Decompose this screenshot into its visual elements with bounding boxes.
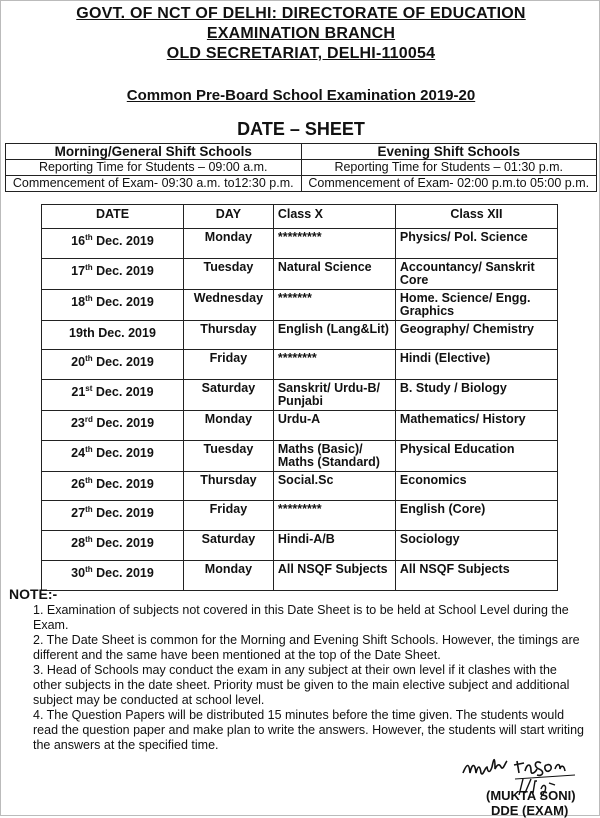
- cell-day: Saturday: [183, 380, 273, 411]
- date-month-year: Dec. 2019: [92, 506, 154, 521]
- date-sheet-title: DATE – SHEET: [237, 119, 365, 139]
- date-month-year: Dec. 2019: [92, 263, 154, 278]
- date-month-year: Dec. 2019: [92, 294, 154, 309]
- signatory-designation: DDE (EXAM): [491, 803, 569, 818]
- date-ordinal-suffix: th: [85, 475, 93, 485]
- cell-day: Monday: [183, 229, 273, 259]
- note-item: 4. The Question Papers will be distributed 15 minutes before the time given. The students would read the question paper and make plan to write the answers. However, the students will start writing the answers at the specified time.: [33, 708, 584, 752]
- date-ordinal-suffix: th: [85, 293, 93, 303]
- morning-commencement: Commencement of Exam- 09:30 a.m. to12:30 p.m.: [6, 176, 302, 192]
- header-line-1: GOVT. OF NCT OF DELHI: DIRECTORATE OF EDUCATION: [76, 5, 526, 22]
- cell-class-x: Natural Science: [273, 258, 395, 289]
- cell-class-xii: Accountancy/ Sanskrit Core: [395, 258, 557, 289]
- table-row: [42, 471, 558, 501]
- note-item: 1. Examination of subjects not covered in this Date Sheet is to be held at School Level during the Exam.: [33, 603, 569, 632]
- cell-date: [42, 320, 184, 350]
- table-row: [42, 411, 558, 441]
- date-day-number: 19th: [69, 325, 95, 340]
- date-day-number: 28: [71, 536, 86, 551]
- column-header-day: DAY: [183, 205, 273, 229]
- evening-shift-heading: Evening Shift Schools: [301, 144, 597, 160]
- cell-class-x: Urdu-A: [273, 411, 395, 441]
- date-ordinal-suffix: th: [85, 535, 93, 545]
- cell-day: Monday: [183, 411, 273, 441]
- header-line-3: OLD SECRETARIAT, DELHI-110054: [166, 45, 436, 62]
- cell-class-xii: Sociology: [395, 531, 557, 561]
- date-day-number: 21: [71, 385, 86, 400]
- commencement-row: [6, 176, 597, 192]
- table-row: [42, 320, 558, 350]
- date-month-year: Dec. 2019: [92, 476, 154, 491]
- date-ordinal-suffix: st: [85, 384, 93, 394]
- date-day-number: 16: [71, 234, 86, 249]
- date-month-year: Dec. 2019: [92, 416, 155, 431]
- note-item: 2. The Date Sheet is common for the Morning and Evening Shift Schools. However, the timings are different and the same have been mentioned at the top of the Date Sheet.: [33, 633, 580, 662]
- column-header-date: DATE: [42, 205, 184, 229]
- date-ordinal-suffix: th: [85, 505, 93, 515]
- table-row: [42, 380, 558, 411]
- cell-class-x: English (Lang&Lit): [273, 320, 395, 350]
- date-month-year: Dec. 2019: [94, 325, 156, 340]
- table-row: [42, 501, 558, 531]
- shift-heading-row: [6, 144, 597, 160]
- cell-class-xii: Geography/ Chemistry: [395, 320, 557, 350]
- column-header-class-x: Class X: [273, 205, 395, 229]
- header-line-2: EXAMINATION BRANCH: [206, 25, 396, 42]
- morning-reporting-time: Reporting Time for Students – 09:00 a.m.: [6, 160, 302, 176]
- date-day-number: 20: [71, 355, 86, 370]
- date-ordinal-suffix: th: [85, 233, 93, 242]
- date-ordinal-suffix: th: [85, 444, 93, 454]
- date-month-year: Dec. 2019: [92, 385, 154, 400]
- date-month-year: Dec. 2019: [92, 536, 154, 551]
- date-day-number: 27: [71, 506, 86, 521]
- cell-day: Saturday: [183, 531, 273, 561]
- cell-class-xii: English (Core): [395, 501, 557, 531]
- reporting-time-row: [6, 160, 597, 176]
- date-ordinal-suffix: th: [85, 354, 93, 364]
- cell-day: Thursday: [183, 320, 273, 350]
- cell-day: Tuesday: [183, 258, 273, 289]
- note-item: 3. Head of Schools may conduct the exam in any subject at their own level if it clashes with the other subjects in the date sheet. Priority must be given to the main elective subject and additional subject may be conducted at school level.: [33, 663, 570, 707]
- date-day-number: 26: [71, 476, 86, 491]
- cell-day: Thursday: [183, 471, 273, 501]
- cell-class-x: *********: [273, 229, 395, 259]
- date-day-number: 30: [71, 565, 86, 580]
- exam-schedule-table: [41, 204, 558, 591]
- cell-date: [42, 501, 184, 531]
- cell-class-x: Sanskrit/ Urdu-B/ Punjabi: [273, 380, 395, 411]
- table-row: [42, 350, 558, 380]
- cell-day: Tuesday: [183, 440, 273, 471]
- note-label: NOTE:-: [9, 586, 58, 602]
- cell-date: [42, 531, 184, 561]
- cell-class-x: Maths (Basic)/ Maths (Standard): [273, 440, 395, 471]
- evening-commencement: Commencement of Exam- 02:00 p.m.to 05:00 p.m.: [301, 176, 597, 192]
- cell-class-x: *******: [273, 289, 395, 320]
- date-day-number: 17: [71, 263, 86, 278]
- schedule-body: [42, 229, 558, 591]
- cell-class-xii: Physics/ Pol. Science: [395, 229, 557, 259]
- cell-class-xii: All NSQF Subjects: [395, 560, 557, 590]
- cell-class-xii: Home. Science/ Engg. Graphics: [395, 289, 557, 320]
- date-day-number: 24: [71, 445, 86, 460]
- date-month-year: Dec. 2019: [92, 355, 154, 370]
- cell-class-x: Hindi-A/B: [273, 531, 395, 561]
- cell-date: [42, 411, 184, 441]
- date-ordinal-suffix: th: [85, 262, 93, 272]
- schedule-header-row: [42, 205, 558, 229]
- cell-date: [42, 471, 184, 501]
- cell-class-x: *********: [273, 501, 395, 531]
- cell-date: [42, 380, 184, 411]
- date-month-year: Dec. 2019: [92, 445, 154, 460]
- cell-class-xii: Mathematics/ History: [395, 411, 557, 441]
- table-row: [42, 560, 558, 590]
- cell-class-xii: Hindi (Elective): [395, 350, 557, 380]
- evening-reporting-time: Reporting Time for Students – 01:30 p.m.: [301, 160, 597, 176]
- table-row: [42, 229, 558, 259]
- table-row: [42, 289, 558, 320]
- date-month-year: Dec. 2019: [92, 565, 154, 580]
- cell-class-x: ********: [273, 350, 395, 380]
- notes-list: [33, 603, 585, 753]
- table-row: [42, 531, 558, 561]
- table-row: [42, 258, 558, 289]
- cell-date: [42, 440, 184, 471]
- cell-day: Monday: [183, 560, 273, 590]
- signatory-name: (MUKTA SONI): [486, 788, 576, 803]
- date-month-year: Dec. 2019: [92, 234, 154, 249]
- table-row: [42, 440, 558, 471]
- cell-day: Friday: [183, 501, 273, 531]
- cell-date: [42, 258, 184, 289]
- cell-class-x: All NSQF Subjects: [273, 560, 395, 590]
- cell-day: Friday: [183, 350, 273, 380]
- column-header-class-xii: Class XII: [395, 205, 557, 229]
- cell-day: Wednesday: [183, 289, 273, 320]
- cell-class-xii: Physical Education: [395, 440, 557, 471]
- date-ordinal-suffix: rd: [84, 415, 93, 425]
- cell-date: [42, 229, 184, 259]
- cell-date: [42, 350, 184, 380]
- exam-title: Common Pre-Board School Examination 2019-20: [126, 87, 476, 104]
- cell-date: [42, 560, 184, 590]
- cell-date: [42, 289, 184, 320]
- date-ordinal-suffix: th: [85, 564, 93, 574]
- date-day-number: 18: [71, 294, 86, 309]
- cell-class-xii: B. Study / Biology: [395, 380, 557, 411]
- shift-timing-table: [5, 143, 597, 192]
- cell-class-xii: Economics: [395, 471, 557, 501]
- cell-class-x: Social.Sc: [273, 471, 395, 501]
- date-day-number: 23: [70, 416, 85, 431]
- morning-shift-heading: Morning/General Shift Schools: [6, 144, 302, 160]
